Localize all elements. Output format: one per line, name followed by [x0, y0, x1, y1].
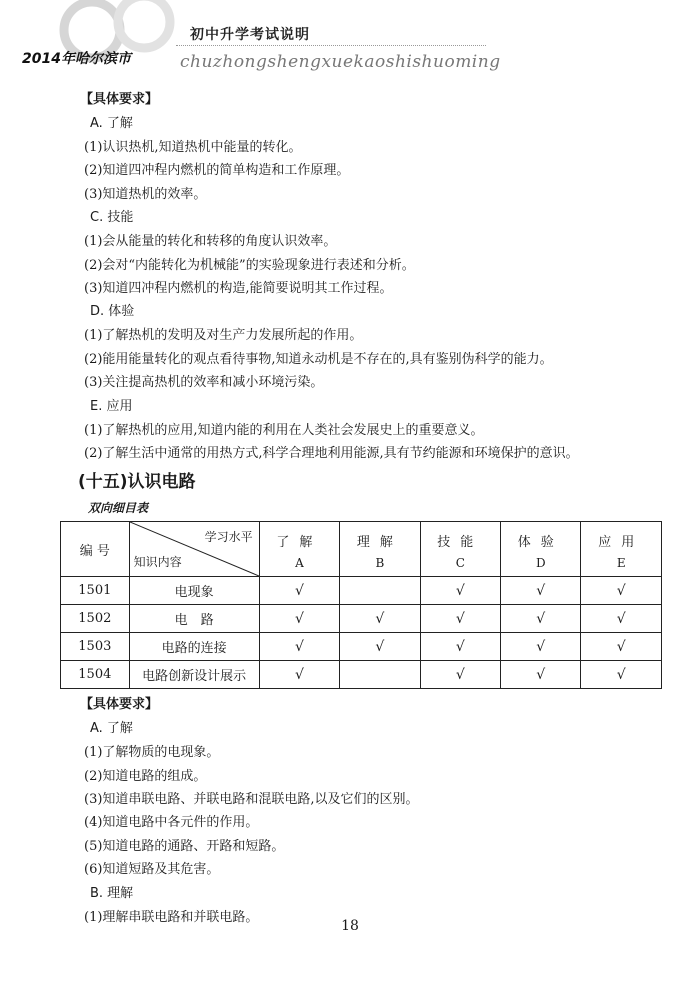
header-title: 初中升学考试说明	[190, 27, 310, 43]
row-content: 电现象	[129, 577, 259, 605]
header-content-label: 知识内容	[133, 555, 182, 570]
check-cell: √	[259, 661, 339, 689]
requirement-item: (1)认识热机,知道热机中能量的转化。	[84, 140, 302, 155]
check-cell: √	[581, 605, 662, 633]
requirement-item: (1)理解串联电路和并联电路。	[84, 909, 259, 925]
requirement-item: (1)了解物质的电现象。	[84, 745, 220, 761]
row-content: 电路的连接	[129, 633, 259, 661]
check-cell: √	[259, 633, 339, 661]
row-id: 1502	[61, 605, 130, 633]
check-cell: √	[581, 577, 662, 605]
requirement-item: (2)会对“内能转化为机械能”的实验现象进行表述和分析。	[84, 257, 415, 273]
check-cell: √	[501, 605, 581, 633]
requirement-item: (1)了解热机的应用,知道内能的利用在人类社会发展史上的重要意义。	[84, 422, 484, 438]
level-name: 理解	[356, 534, 403, 550]
row-content: 电 路	[129, 605, 259, 633]
category-label: A. 了解	[90, 721, 133, 737]
table-subtitle: 双向细目表	[88, 501, 149, 516]
check-cell	[340, 661, 420, 689]
level-name: 应用	[598, 534, 645, 550]
check-cell: √	[581, 633, 662, 661]
level-code: A	[295, 555, 304, 570]
requirement-item: (2)知道四冲程内燃机的简单构造和工作原理。	[84, 163, 350, 179]
header-divider	[176, 45, 486, 46]
requirement-item: (1)会从能量的转化和转移的角度认识效率。	[84, 234, 337, 250]
requirement-item: (3)知道热机的效率。	[84, 186, 207, 202]
level-name: 技能	[437, 534, 484, 550]
requirement-item: (3)知道四冲程内燃机的构造,能简要说明其工作过程。	[84, 280, 393, 296]
table-row	[61, 661, 662, 689]
table-header-row	[61, 522, 662, 577]
check-cell: √	[340, 605, 420, 633]
requirement-item: (1)了解热机的发明及对生产力发展所起的作用。	[84, 328, 363, 344]
check-cell: √	[259, 605, 339, 633]
check-cell: √	[501, 577, 581, 605]
requirement-item: (3)知道串联电路、并联电路和混联电路,以及它们的区别。	[84, 792, 419, 808]
check-cell: √	[581, 661, 662, 689]
level-code: B	[375, 555, 385, 570]
table-row	[61, 605, 662, 633]
specification-table	[60, 521, 662, 689]
header-diagonal-cell	[129, 522, 259, 577]
check-cell: √	[420, 577, 500, 605]
level-code: C	[455, 555, 465, 570]
category-label: C. 技能	[90, 210, 134, 226]
check-cell: √	[340, 633, 420, 661]
header-level-label: 学习水平	[204, 530, 253, 545]
header-pinyin: chuzhongshengxuekaoshishuoming	[180, 52, 501, 72]
requirement-item: (3)关注提高热机的效率和减小环境污染。	[84, 375, 324, 391]
category-label: E. 应用	[90, 398, 133, 414]
requirement-item: (2)了解生活中通常的用热方式,科学合理地利用能源,具有节约能源和环境保护的意识。	[84, 445, 579, 461]
check-cell: √	[420, 633, 500, 661]
row-content: 电路创新设计展示	[129, 661, 259, 689]
header-level-c	[420, 522, 500, 577]
requirement-item: (2)知道电路的组成。	[84, 768, 207, 784]
header-year-region: 2014年哈尔滨市	[22, 51, 131, 67]
header-level-e	[581, 522, 662, 577]
requirement-item: (2)能用能量转化的观点看待事物,知道永动机是不存在的,具有鉴别伪科学的能力。	[84, 351, 553, 367]
check-cell: √	[501, 661, 581, 689]
header-level-b	[340, 522, 420, 577]
check-cell	[340, 577, 420, 605]
page-number: 18	[341, 918, 359, 934]
header-level-d	[501, 522, 581, 577]
page-content	[78, 88, 645, 929]
requirement-item: (4)知道电路中各元件的作用。	[84, 815, 259, 831]
row-id: 1504	[61, 661, 130, 689]
table-row	[61, 577, 662, 605]
requirement-item: (5)知道电路的通路、开路和短路。	[84, 838, 285, 854]
check-cell: √	[501, 633, 581, 661]
category-label: D. 体验	[90, 304, 135, 320]
level-code: D	[535, 555, 546, 570]
level-code: E	[616, 555, 626, 570]
header-level-a	[259, 522, 339, 577]
header-number: 编 号	[61, 522, 130, 577]
category-label: A. 了解	[90, 116, 133, 131]
row-id: 1503	[61, 633, 130, 661]
level-name: 了解	[276, 534, 323, 550]
section-heading: 【具体要求】	[80, 697, 159, 713]
row-id: 1501	[61, 577, 130, 605]
chapter-title: (十五)认识电路	[78, 472, 196, 493]
check-cell: √	[259, 577, 339, 605]
level-name: 体验	[517, 534, 564, 550]
table-row	[61, 633, 662, 661]
category-label: B. 理解	[90, 885, 134, 901]
section-heading: 【具体要求】	[80, 92, 159, 107]
requirement-item: (6)知道短路及其危害。	[84, 862, 220, 878]
check-cell: √	[420, 661, 500, 689]
check-cell: √	[420, 605, 500, 633]
